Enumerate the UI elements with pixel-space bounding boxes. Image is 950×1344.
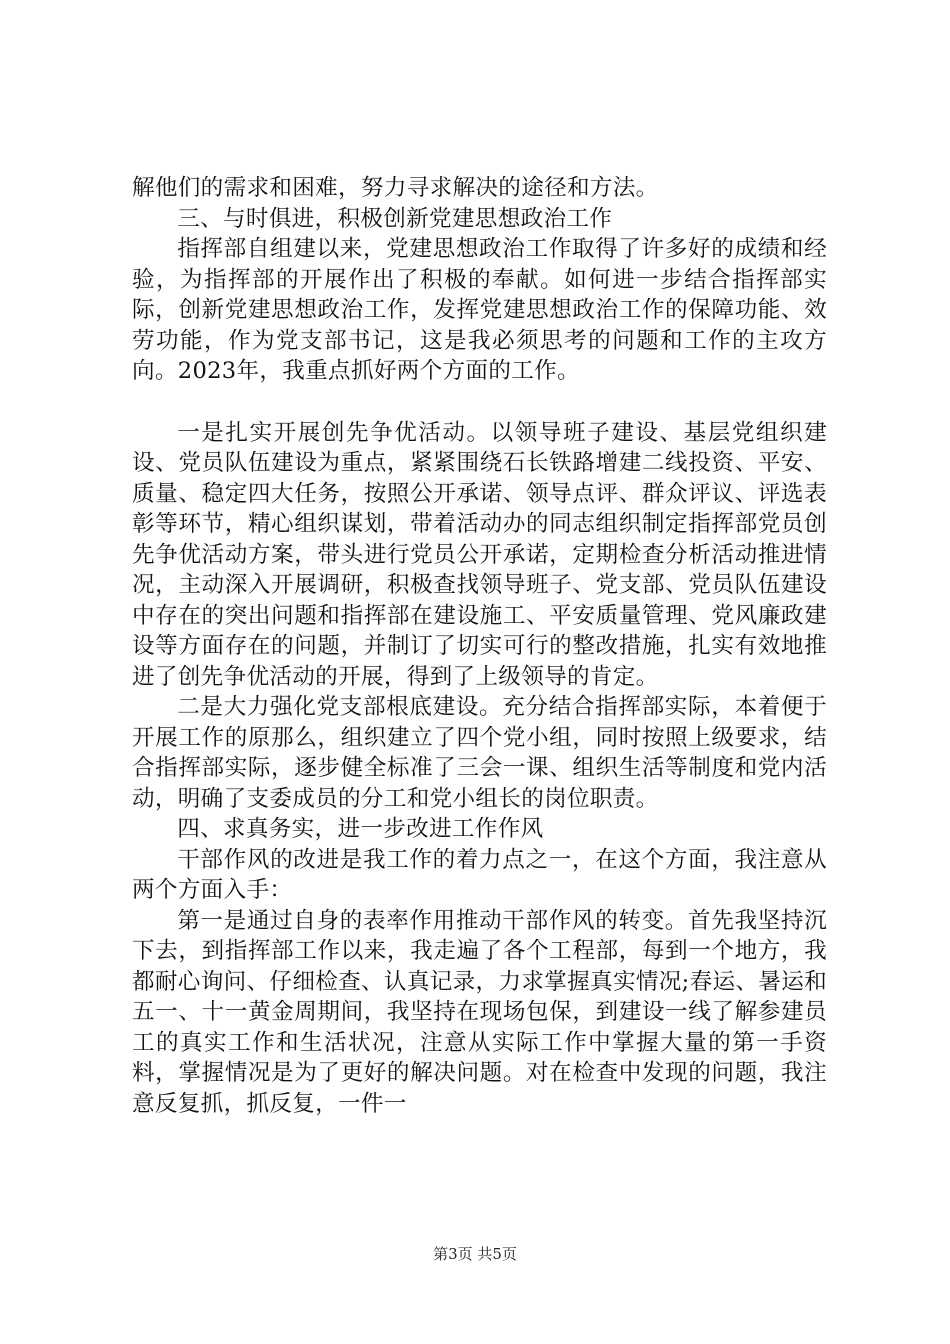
- section-heading-four: 四、求真务实，进一步改进工作作风: [177, 816, 544, 842]
- paragraph-intro-section-four: 干部作风的改进是我工作的着力点之一，在这个方面，我注意从两个方面入手：: [132, 846, 827, 903]
- document-body: [132, 173, 827, 1119]
- section-heading-three: 三、与时俱进，积极创新党建思想政治工作: [177, 205, 613, 232]
- paragraph-point-two: 二是大力强化党支部根底建设。充分结合指挥部实际，本着便于开展工作的原那么，组织建立了四个党小组，同时按照上级要求，结合指挥部实际，逐步健全标准了三会一课、组织生活等制度和党内活动，明确了支委成员的分工和党小组长的岗位职责。: [132, 694, 827, 812]
- paragraph-point-one: 一是扎实开展创先争优活动。以领导班子建设、基层党组织建设、党员队伍建设为重点，紧紧围绕石长铁路增建二线投资、平安、质量、稳定四大任务，按照公开承诺、领导点评、群众评议、评选表彰等环节，精心组织谋划，带着活动办的同志组织制定指挥部党员创先争优活动方案，带头进行党员公开承诺，定期检查分析活动推进情况，主动深入开展调研，积极查找领导班子、党支部、党员队伍建设中存在的突出问题和指挥部在建设施工、平安质量管理、党风廉政建设等方面存在的问题，并制订了切实可行的整改措施，扎实有效地推进了创先争优活动的开展，得到了上级领导的肯定。: [132, 419, 827, 690]
- page-number-footer: 第3页 共5页: [433, 1245, 517, 1263]
- paragraph-gap: [132, 387, 827, 418]
- paragraph-first-aspect: 第一是通过自身的表率作用推动干部作风的转变。首先我坚持沉下去，到指挥部工作以来，我走遍了各个工程部，每到一个地方，我都耐心询问、仔细检查、认真记录，力求掌握真实情况;春运、暑运和五一、十一黄金周期间，我坚持在现场包保，到建设一线了解参建员工的真实工作和生活状况，注意从实际工作中掌握大量的第一手资料，掌握情况是为了更好的解决问题。对在检查中发现的问题，我注意反复抓，抓反复，一件一: [132, 907, 827, 1117]
- paragraph-continuation: 解他们的需求和困难，努力寻求解决的途径和方法。: [132, 175, 659, 201]
- paragraph-intro-section-three: 指挥部自组建以来，党建思想政治工作取得了许多好的成绩和经验，为指挥部的开展作出了积极的奉献。如何进一步结合指挥部实际，创新党建思想政治工作，发挥党建思想政治工作的保障功能、效劳功能，作为党支部书记，这是我必须思考的问题和工作的主攻方向。2023年，我重点抓好两个方面的工作。: [132, 236, 827, 384]
